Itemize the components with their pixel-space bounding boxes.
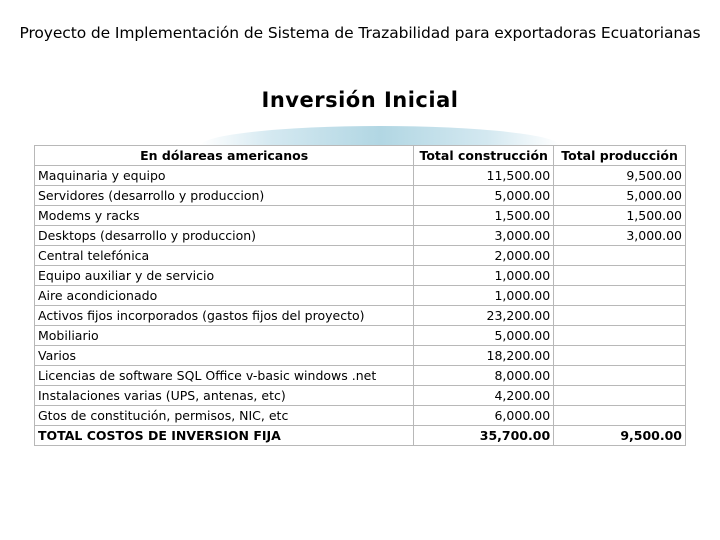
slide-title: Inversión Inicial [261,88,459,112]
row-label: Maquinaria y equipo [35,166,414,186]
row-total-produccion: 5,000.00 [554,186,686,206]
row-label: Mobiliario [35,326,414,346]
row-total-produccion: 9,500.00 [554,166,686,186]
table-header-row [35,146,686,166]
column-header-concept: En dólareas americanos [35,146,414,166]
table-row [35,306,686,326]
decorative-banner-image [200,126,560,146]
row-total-produccion [554,386,686,406]
row-label: Activos fijos incorporados (gastos fijos del proyecto) [35,306,414,326]
row-total-construccion: 2,000.00 [414,246,554,266]
row-total-produccion: 9,500.00 [554,426,686,446]
table-row [35,406,686,426]
table-row [35,346,686,366]
row-total-construccion: 1,000.00 [414,286,554,306]
row-total-construccion: 5,000.00 [414,326,554,346]
row-total-construccion: 3,000.00 [414,226,554,246]
row-total-produccion [554,346,686,366]
row-total-produccion [554,406,686,426]
row-label: Central telefónica [35,246,414,266]
row-total-produccion [554,286,686,306]
table-row [35,426,686,446]
row-total-produccion [554,246,686,266]
row-label: Instalaciones varias (UPS, antenas, etc) [35,386,414,406]
row-total-construccion: 35,700.00 [414,426,554,446]
row-label: Gtos de constitución, permisos, NIC, etc [35,406,414,426]
row-total-construccion: 18,200.00 [414,346,554,366]
table-row [35,326,686,346]
row-total-produccion [554,326,686,346]
row-total-construccion: 11,500.00 [414,166,554,186]
row-label: Licencias de software SQL Office v-basic windows .net [35,366,414,386]
table-row [35,206,686,226]
row-total-construccion: 23,200.00 [414,306,554,326]
row-total-construccion: 8,000.00 [414,366,554,386]
row-total-construccion: 4,200.00 [414,386,554,406]
row-total-produccion [554,266,686,286]
row-label: Varios [35,346,414,366]
row-label: TOTAL COSTOS DE INVERSION FIJA [35,426,414,446]
table-row [35,166,686,186]
table-row [35,286,686,306]
row-label: Servidores (desarrollo y produccion) [35,186,414,206]
table-row [35,226,686,246]
column-header-construccion: Total construcción [414,146,554,166]
table-row [35,246,686,266]
table-row [35,366,686,386]
row-total-construccion: 6,000.00 [414,406,554,426]
row-total-construccion: 1,500.00 [414,206,554,226]
table-row [35,186,686,206]
row-total-produccion: 3,000.00 [554,226,686,246]
table-row [35,266,686,286]
row-label: Aire acondicionado [35,286,414,306]
row-total-construccion: 1,000.00 [414,266,554,286]
investment-table [34,145,686,446]
row-total-produccion [554,306,686,326]
row-label: Equipo auxiliar y de servicio [35,266,414,286]
column-header-produccion: Total producción [554,146,686,166]
row-label: Modems y racks [35,206,414,226]
row-total-produccion: 1,500.00 [554,206,686,226]
row-total-produccion [554,366,686,386]
table-body [35,166,686,446]
document-header: Proyecto de Implementación de Sistema de Trazabilidad para exportadoras Ecuatorianas [19,24,701,42]
row-label: Desktops (desarrollo y produccion) [35,226,414,246]
row-total-construccion: 5,000.00 [414,186,554,206]
table-row [35,386,686,406]
